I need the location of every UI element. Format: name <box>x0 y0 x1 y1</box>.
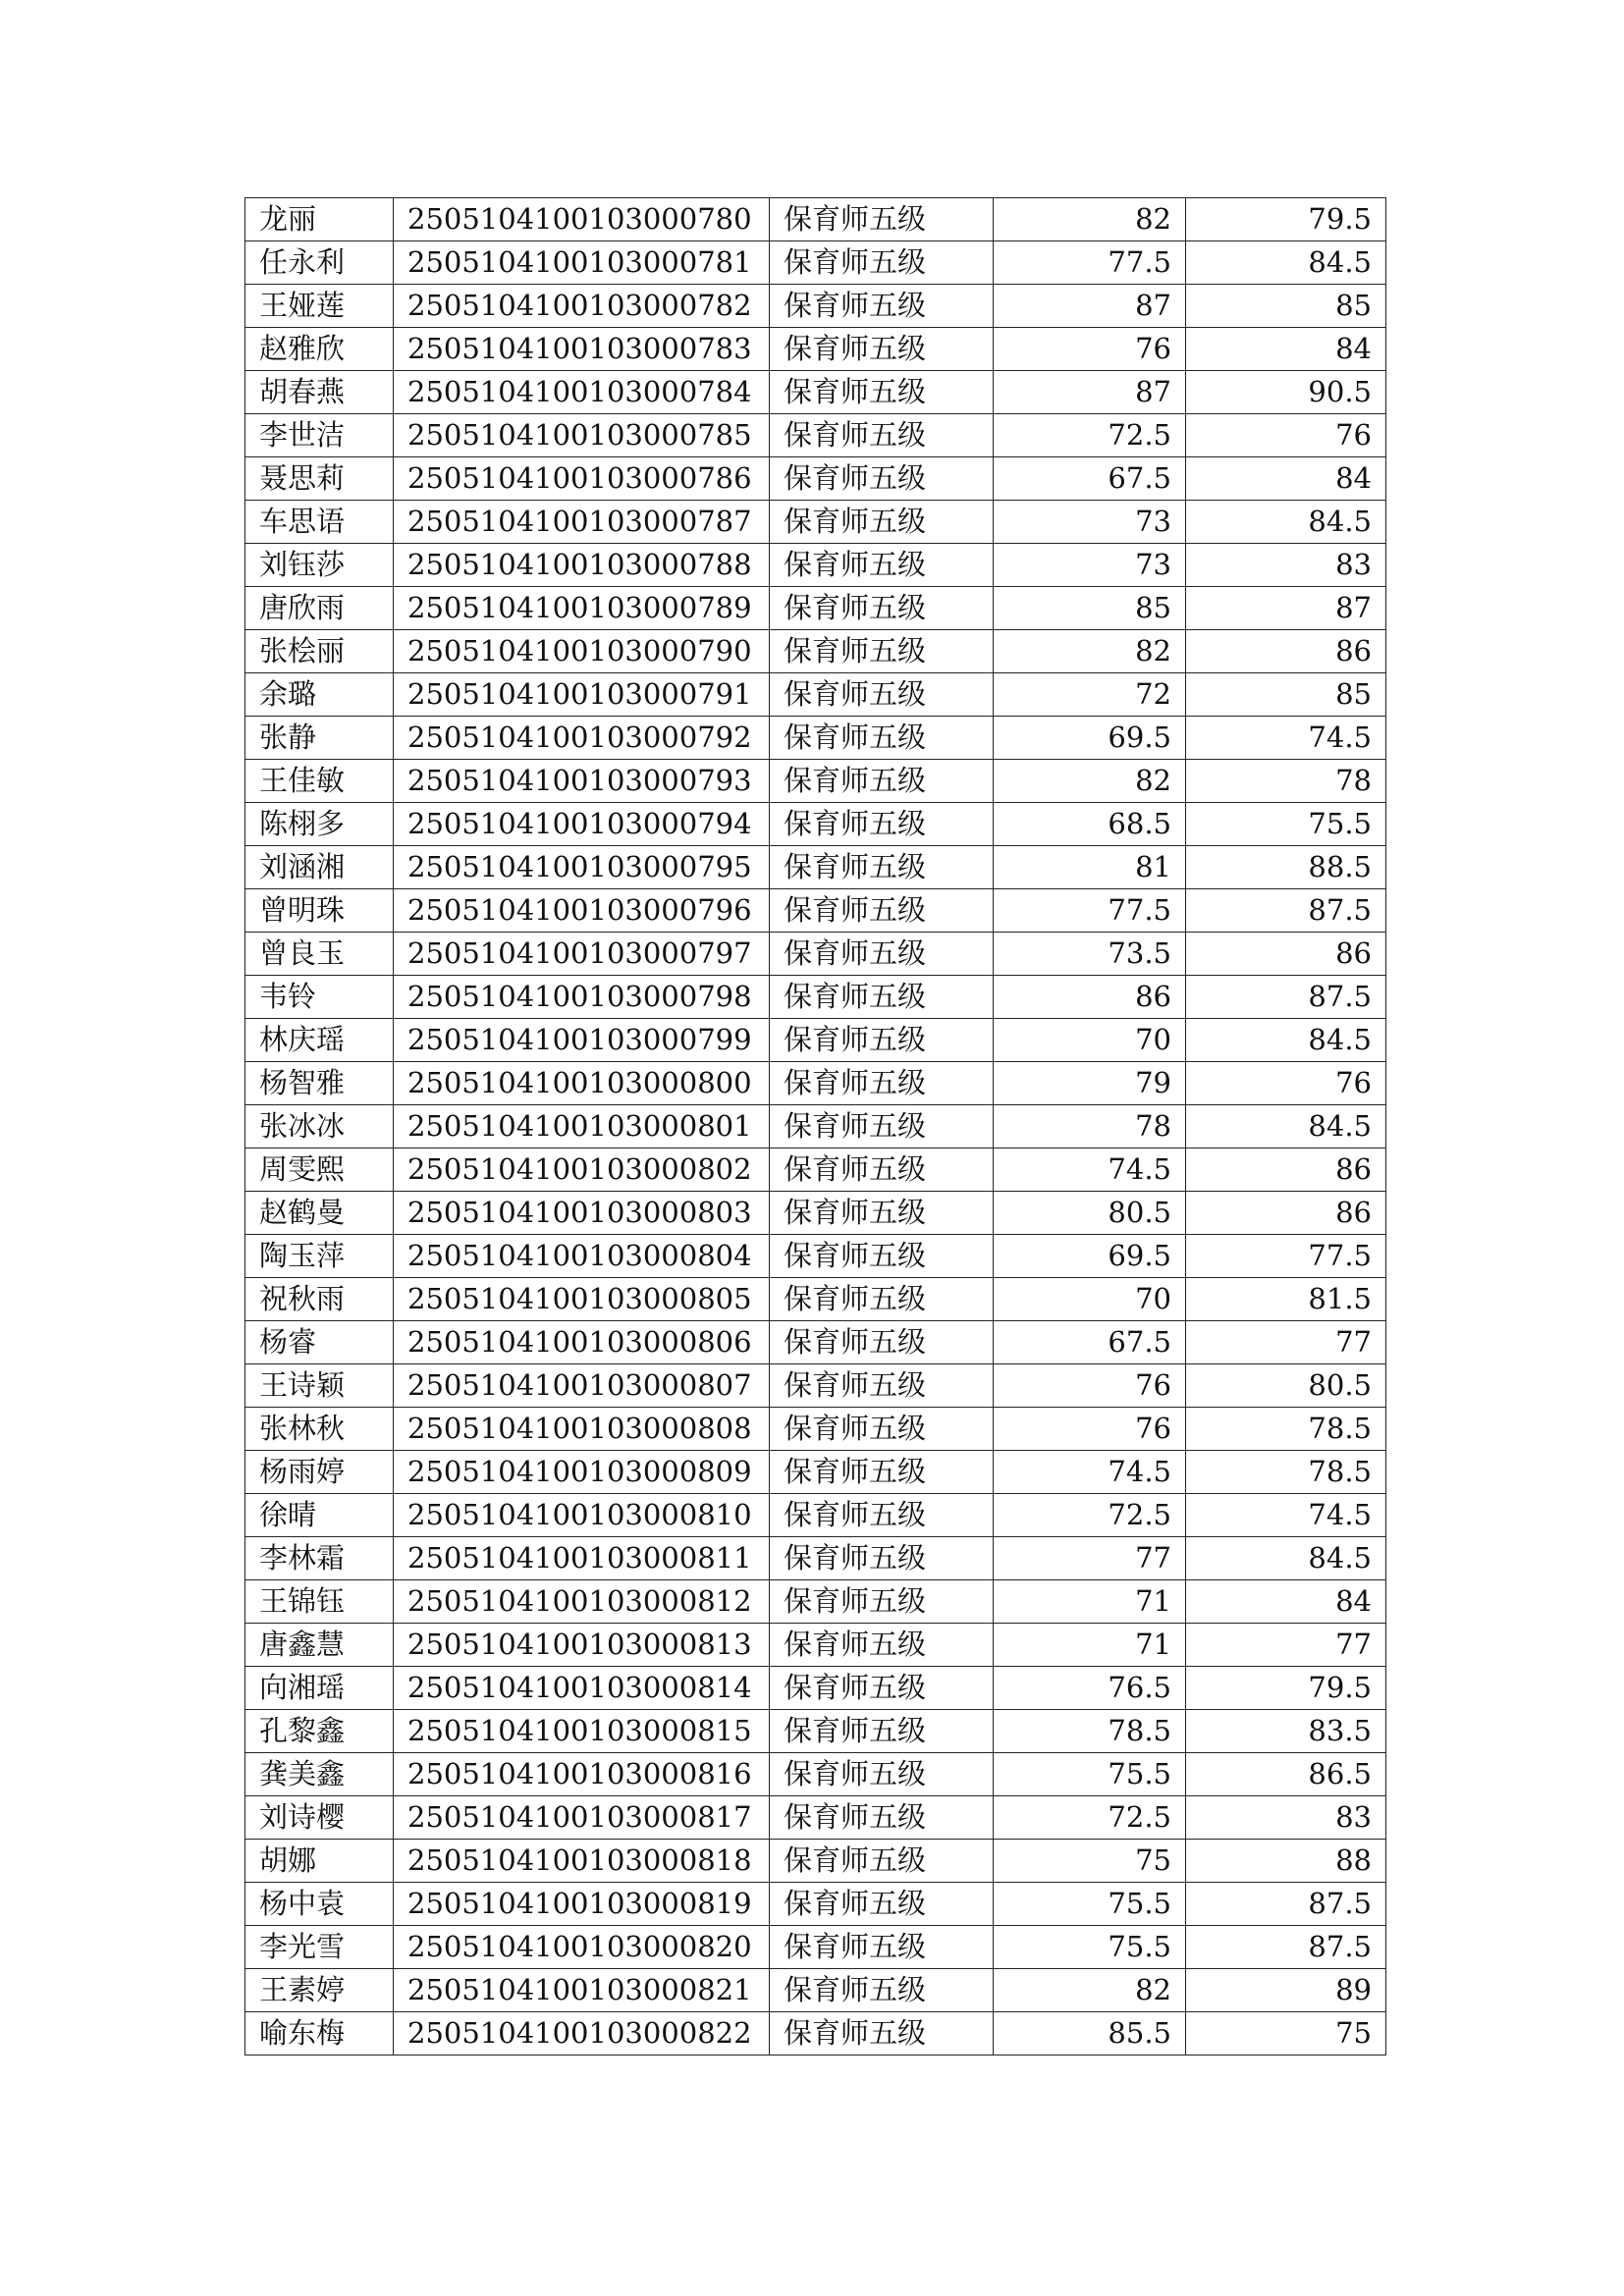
table-row <box>245 1969 1386 2012</box>
table-row <box>245 1235 1386 1278</box>
table-row <box>245 371 1386 414</box>
candidate-id-cell: 2505104100103000787 <box>394 501 770 544</box>
exam-level-cell: 保育师五级 <box>770 285 994 328</box>
exam-level-cell: 保育师五级 <box>770 673 994 717</box>
skill-score-cell: 79.5 <box>1186 1667 1386 1710</box>
exam-level-cell: 保育师五级 <box>770 889 994 933</box>
theory-score-cell: 73.5 <box>994 933 1186 976</box>
exam-level-cell: 保育师五级 <box>770 976 994 1019</box>
skill-score-cell: 83.5 <box>1186 1710 1386 1753</box>
candidate-name-cell: 张静 <box>245 717 394 760</box>
candidate-name-cell: 胡娜 <box>245 1840 394 1883</box>
candidate-name-cell: 韦铃 <box>245 976 394 1019</box>
skill-score-cell: 87 <box>1186 587 1386 630</box>
candidate-name-cell: 曾明珠 <box>245 889 394 933</box>
candidate-id-cell: 2505104100103000801 <box>394 1105 770 1148</box>
theory-score-cell: 82 <box>994 630 1186 673</box>
candidate-name-cell: 赵鹤曼 <box>245 1192 394 1235</box>
candidate-name-cell: 林庆瑶 <box>245 1019 394 1062</box>
skill-score-cell: 85 <box>1186 673 1386 717</box>
table-row <box>245 1451 1386 1494</box>
exam-level-cell: 保育师五级 <box>770 241 994 285</box>
candidate-id-cell: 2505104100103000791 <box>394 673 770 717</box>
candidate-name-cell: 唐欣雨 <box>245 587 394 630</box>
candidate-id-cell: 2505104100103000814 <box>394 1667 770 1710</box>
theory-score-cell: 75.5 <box>994 1883 1186 1926</box>
candidate-name-cell: 王锦钰 <box>245 1580 394 1624</box>
skill-score-cell: 77 <box>1186 1624 1386 1667</box>
exam-level-cell: 保育师五级 <box>770 1840 994 1883</box>
theory-score-cell: 85.5 <box>994 2012 1186 2056</box>
exam-level-cell: 保育师五级 <box>770 371 994 414</box>
table-row <box>245 1105 1386 1148</box>
candidate-id-cell: 2505104100103000789 <box>394 587 770 630</box>
theory-score-cell: 79 <box>994 1062 1186 1105</box>
table-row <box>245 1019 1386 1062</box>
table-row <box>245 630 1386 673</box>
skill-score-cell: 84.5 <box>1186 1105 1386 1148</box>
candidate-id-cell: 2505104100103000783 <box>394 328 770 371</box>
theory-score-cell: 76 <box>994 328 1186 371</box>
table-row <box>245 1667 1386 1710</box>
candidate-id-cell: 2505104100103000812 <box>394 1580 770 1624</box>
candidate-id-cell: 2505104100103000793 <box>394 760 770 803</box>
candidate-name-cell: 刘涵湘 <box>245 846 394 889</box>
table-row <box>245 2012 1386 2056</box>
candidate-id-cell: 2505104100103000820 <box>394 1926 770 1969</box>
skill-score-cell: 78.5 <box>1186 1408 1386 1451</box>
candidate-name-cell: 杨雨婷 <box>245 1451 394 1494</box>
exam-level-cell: 保育师五级 <box>770 1537 994 1580</box>
theory-score-cell: 71 <box>994 1624 1186 1667</box>
candidate-name-cell: 张冰冰 <box>245 1105 394 1148</box>
exam-level-cell: 保育师五级 <box>770 1969 994 2012</box>
skill-score-cell: 74.5 <box>1186 717 1386 760</box>
candidate-name-cell: 车思语 <box>245 501 394 544</box>
exam-level-cell: 保育师五级 <box>770 1408 994 1451</box>
skill-score-cell: 76 <box>1186 414 1386 457</box>
theory-score-cell: 87 <box>994 371 1186 414</box>
candidate-name-cell: 王佳敏 <box>245 760 394 803</box>
candidate-id-cell: 2505104100103000802 <box>394 1148 770 1192</box>
skill-score-cell: 84.5 <box>1186 1537 1386 1580</box>
candidate-id-cell: 2505104100103000813 <box>394 1624 770 1667</box>
candidate-id-cell: 2505104100103000819 <box>394 1883 770 1926</box>
table-row <box>245 1278 1386 1321</box>
exam-level-cell: 保育师五级 <box>770 2012 994 2056</box>
exam-level-cell: 保育师五级 <box>770 803 994 846</box>
table-row <box>245 285 1386 328</box>
table-row <box>245 1321 1386 1364</box>
skill-score-cell: 75 <box>1186 2012 1386 2056</box>
skill-score-cell: 86 <box>1186 630 1386 673</box>
skill-score-cell: 87.5 <box>1186 1926 1386 1969</box>
table-row <box>245 1192 1386 1235</box>
candidate-name-cell: 杨睿 <box>245 1321 394 1364</box>
table-row <box>245 673 1386 717</box>
skill-score-cell: 86 <box>1186 1192 1386 1235</box>
skill-score-cell: 86 <box>1186 1148 1386 1192</box>
skill-score-cell: 88 <box>1186 1840 1386 1883</box>
theory-score-cell: 74.5 <box>994 1148 1186 1192</box>
candidate-name-cell: 张林秋 <box>245 1408 394 1451</box>
theory-score-cell: 72.5 <box>994 1494 1186 1537</box>
table-row <box>245 1883 1386 1926</box>
table-row <box>245 1580 1386 1624</box>
skill-score-cell: 86.5 <box>1186 1753 1386 1796</box>
score-table <box>244 197 1386 2056</box>
skill-score-cell: 83 <box>1186 544 1386 587</box>
exam-level-cell: 保育师五级 <box>770 1667 994 1710</box>
candidate-id-cell: 2505104100103000810 <box>394 1494 770 1537</box>
candidate-id-cell: 2505104100103000805 <box>394 1278 770 1321</box>
table-row <box>245 1753 1386 1796</box>
theory-score-cell: 82 <box>994 198 1186 241</box>
exam-level-cell: 保育师五级 <box>770 717 994 760</box>
candidate-id-cell: 2505104100103000806 <box>394 1321 770 1364</box>
table-row <box>245 717 1386 760</box>
candidate-name-cell: 李林霜 <box>245 1537 394 1580</box>
theory-score-cell: 67.5 <box>994 457 1186 501</box>
table-row <box>245 1408 1386 1451</box>
exam-level-cell: 保育师五级 <box>770 760 994 803</box>
skill-score-cell: 87.5 <box>1186 1883 1386 1926</box>
theory-score-cell: 77.5 <box>994 889 1186 933</box>
theory-score-cell: 87 <box>994 285 1186 328</box>
table-row <box>245 241 1386 285</box>
exam-level-cell: 保育师五级 <box>770 1624 994 1667</box>
theory-score-cell: 73 <box>994 544 1186 587</box>
exam-level-cell: 保育师五级 <box>770 198 994 241</box>
theory-score-cell: 76 <box>994 1364 1186 1408</box>
theory-score-cell: 77 <box>994 1537 1186 1580</box>
candidate-id-cell: 2505104100103000786 <box>394 457 770 501</box>
skill-score-cell: 83 <box>1186 1796 1386 1840</box>
exam-level-cell: 保育师五级 <box>770 544 994 587</box>
theory-score-cell: 69.5 <box>994 717 1186 760</box>
theory-score-cell: 85 <box>994 587 1186 630</box>
candidate-name-cell: 李世洁 <box>245 414 394 457</box>
candidate-name-cell: 徐晴 <box>245 1494 394 1537</box>
candidate-name-cell: 唐鑫慧 <box>245 1624 394 1667</box>
candidate-id-cell: 2505104100103000803 <box>394 1192 770 1235</box>
theory-score-cell: 77.5 <box>994 241 1186 285</box>
candidate-id-cell: 2505104100103000796 <box>394 889 770 933</box>
exam-level-cell: 保育师五级 <box>770 1753 994 1796</box>
exam-level-cell: 保育师五级 <box>770 414 994 457</box>
table-row <box>245 1148 1386 1192</box>
exam-level-cell: 保育师五级 <box>770 1580 994 1624</box>
table-row <box>245 587 1386 630</box>
candidate-name-cell: 孔黎鑫 <box>245 1710 394 1753</box>
candidate-id-cell: 2505104100103000782 <box>394 285 770 328</box>
exam-level-cell: 保育师五级 <box>770 1796 994 1840</box>
candidate-id-cell: 2505104100103000800 <box>394 1062 770 1105</box>
candidate-id-cell: 2505104100103000807 <box>394 1364 770 1408</box>
theory-score-cell: 72 <box>994 673 1186 717</box>
candidate-name-cell: 曾良玉 <box>245 933 394 976</box>
candidate-name-cell: 杨智雅 <box>245 1062 394 1105</box>
exam-level-cell: 保育师五级 <box>770 587 994 630</box>
skill-score-cell: 84 <box>1186 457 1386 501</box>
candidate-name-cell: 龙丽 <box>245 198 394 241</box>
candidate-id-cell: 2505104100103000798 <box>394 976 770 1019</box>
candidate-id-cell: 2505104100103000797 <box>394 933 770 976</box>
exam-level-cell: 保育师五级 <box>770 1192 994 1235</box>
theory-score-cell: 76.5 <box>994 1667 1186 1710</box>
candidate-name-cell: 龚美鑫 <box>245 1753 394 1796</box>
theory-score-cell: 86 <box>994 976 1186 1019</box>
candidate-name-cell: 刘诗樱 <box>245 1796 394 1840</box>
candidate-id-cell: 2505104100103000790 <box>394 630 770 673</box>
candidate-id-cell: 2505104100103000809 <box>394 1451 770 1494</box>
exam-level-cell: 保育师五级 <box>770 501 994 544</box>
theory-score-cell: 78 <box>994 1105 1186 1148</box>
theory-score-cell: 81 <box>994 846 1186 889</box>
skill-score-cell: 80.5 <box>1186 1364 1386 1408</box>
candidate-id-cell: 2505104100103000818 <box>394 1840 770 1883</box>
skill-score-cell: 75.5 <box>1186 803 1386 846</box>
theory-score-cell: 80.5 <box>994 1192 1186 1235</box>
exam-level-cell: 保育师五级 <box>770 1062 994 1105</box>
table-row <box>245 846 1386 889</box>
candidate-name-cell: 李光雪 <box>245 1926 394 1969</box>
candidate-name-cell: 向湘瑶 <box>245 1667 394 1710</box>
table-row <box>245 803 1386 846</box>
skill-score-cell: 84.5 <box>1186 241 1386 285</box>
candidate-id-cell: 2505104100103000822 <box>394 2012 770 2056</box>
candidate-id-cell: 2505104100103000821 <box>394 1969 770 2012</box>
skill-score-cell: 79.5 <box>1186 198 1386 241</box>
table-row <box>245 198 1386 241</box>
exam-level-cell: 保育师五级 <box>770 846 994 889</box>
candidate-id-cell: 2505104100103000795 <box>394 846 770 889</box>
candidate-id-cell: 2505104100103000780 <box>394 198 770 241</box>
candidate-name-cell: 任永利 <box>245 241 394 285</box>
skill-score-cell: 89 <box>1186 1969 1386 2012</box>
skill-score-cell: 90.5 <box>1186 371 1386 414</box>
table-row <box>245 457 1386 501</box>
skill-score-cell: 78.5 <box>1186 1451 1386 1494</box>
table-row <box>245 760 1386 803</box>
exam-level-cell: 保育师五级 <box>770 1883 994 1926</box>
candidate-id-cell: 2505104100103000785 <box>394 414 770 457</box>
skill-score-cell: 77 <box>1186 1321 1386 1364</box>
theory-score-cell: 73 <box>994 501 1186 544</box>
theory-score-cell: 78.5 <box>994 1710 1186 1753</box>
exam-level-cell: 保育师五级 <box>770 933 994 976</box>
candidate-id-cell: 2505104100103000811 <box>394 1537 770 1580</box>
exam-level-cell: 保育师五级 <box>770 1105 994 1148</box>
table-row <box>245 501 1386 544</box>
table-row <box>245 1710 1386 1753</box>
candidate-id-cell: 2505104100103000808 <box>394 1408 770 1451</box>
skill-score-cell: 74.5 <box>1186 1494 1386 1537</box>
skill-score-cell: 76 <box>1186 1062 1386 1105</box>
theory-score-cell: 70 <box>994 1019 1186 1062</box>
table-row <box>245 1062 1386 1105</box>
exam-level-cell: 保育师五级 <box>770 1364 994 1408</box>
candidate-id-cell: 2505104100103000817 <box>394 1796 770 1840</box>
candidate-name-cell: 王素婷 <box>245 1969 394 2012</box>
candidate-name-cell: 赵雅欣 <box>245 328 394 371</box>
exam-level-cell: 保育师五级 <box>770 1494 994 1537</box>
exam-level-cell: 保育师五级 <box>770 1235 994 1278</box>
theory-score-cell: 74.5 <box>994 1451 1186 1494</box>
candidate-name-cell: 聂思莉 <box>245 457 394 501</box>
exam-level-cell: 保育师五级 <box>770 1451 994 1494</box>
candidate-name-cell: 刘钰莎 <box>245 544 394 587</box>
exam-level-cell: 保育师五级 <box>770 630 994 673</box>
table-row <box>245 1537 1386 1580</box>
theory-score-cell: 68.5 <box>994 803 1186 846</box>
exam-level-cell: 保育师五级 <box>770 1321 994 1364</box>
skill-score-cell: 84.5 <box>1186 501 1386 544</box>
exam-level-cell: 保育师五级 <box>770 457 994 501</box>
skill-score-cell: 87.5 <box>1186 976 1386 1019</box>
theory-score-cell: 72.5 <box>994 1796 1186 1840</box>
skill-score-cell: 85 <box>1186 285 1386 328</box>
candidate-name-cell: 喻东梅 <box>245 2012 394 2056</box>
candidate-name-cell: 杨中袁 <box>245 1883 394 1926</box>
candidate-id-cell: 2505104100103000781 <box>394 241 770 285</box>
theory-score-cell: 67.5 <box>994 1321 1186 1364</box>
table-row <box>245 1926 1386 1969</box>
skill-score-cell: 87.5 <box>1186 889 1386 933</box>
skill-score-cell: 86 <box>1186 933 1386 976</box>
exam-level-cell: 保育师五级 <box>770 1148 994 1192</box>
theory-score-cell: 70 <box>994 1278 1186 1321</box>
candidate-name-cell: 祝秋雨 <box>245 1278 394 1321</box>
candidate-name-cell: 张桧丽 <box>245 630 394 673</box>
theory-score-cell: 76 <box>994 1408 1186 1451</box>
table-row <box>245 1494 1386 1537</box>
candidate-id-cell: 2505104100103000794 <box>394 803 770 846</box>
table-row <box>245 1796 1386 1840</box>
candidate-id-cell: 2505104100103000792 <box>394 717 770 760</box>
candidate-name-cell: 王诗颖 <box>245 1364 394 1408</box>
score-table-body <box>245 198 1386 2056</box>
candidate-name-cell: 陶玉萍 <box>245 1235 394 1278</box>
theory-score-cell: 75.5 <box>994 1753 1186 1796</box>
candidate-id-cell: 2505104100103000799 <box>394 1019 770 1062</box>
candidate-id-cell: 2505104100103000816 <box>394 1753 770 1796</box>
skill-score-cell: 81.5 <box>1186 1278 1386 1321</box>
theory-score-cell: 75.5 <box>994 1926 1186 1969</box>
skill-score-cell: 84 <box>1186 1580 1386 1624</box>
table-row <box>245 976 1386 1019</box>
theory-score-cell: 69.5 <box>994 1235 1186 1278</box>
candidate-name-cell: 陈栩多 <box>245 803 394 846</box>
table-row <box>245 889 1386 933</box>
exam-level-cell: 保育师五级 <box>770 1019 994 1062</box>
exam-level-cell: 保育师五级 <box>770 1278 994 1321</box>
theory-score-cell: 82 <box>994 760 1186 803</box>
skill-score-cell: 84.5 <box>1186 1019 1386 1062</box>
table-row <box>245 1624 1386 1667</box>
skill-score-cell: 88.5 <box>1186 846 1386 889</box>
exam-level-cell: 保育师五级 <box>770 1710 994 1753</box>
candidate-name-cell: 王娅莲 <box>245 285 394 328</box>
skill-score-cell: 77.5 <box>1186 1235 1386 1278</box>
candidate-name-cell: 胡春燕 <box>245 371 394 414</box>
theory-score-cell: 75 <box>994 1840 1186 1883</box>
candidate-id-cell: 2505104100103000784 <box>394 371 770 414</box>
table-row <box>245 933 1386 976</box>
exam-level-cell: 保育师五级 <box>770 1926 994 1969</box>
theory-score-cell: 82 <box>994 1969 1186 2012</box>
skill-score-cell: 78 <box>1186 760 1386 803</box>
candidate-name-cell: 周雯熙 <box>245 1148 394 1192</box>
exam-level-cell: 保育师五级 <box>770 328 994 371</box>
table-row <box>245 1364 1386 1408</box>
table-row <box>245 1840 1386 1883</box>
table-row <box>245 414 1386 457</box>
skill-score-cell: 84 <box>1186 328 1386 371</box>
candidate-id-cell: 2505104100103000815 <box>394 1710 770 1753</box>
table-row <box>245 328 1386 371</box>
table-row <box>245 544 1386 587</box>
candidate-name-cell: 余璐 <box>245 673 394 717</box>
candidate-id-cell: 2505104100103000788 <box>394 544 770 587</box>
candidate-id-cell: 2505104100103000804 <box>394 1235 770 1278</box>
theory-score-cell: 72.5 <box>994 414 1186 457</box>
theory-score-cell: 71 <box>994 1580 1186 1624</box>
